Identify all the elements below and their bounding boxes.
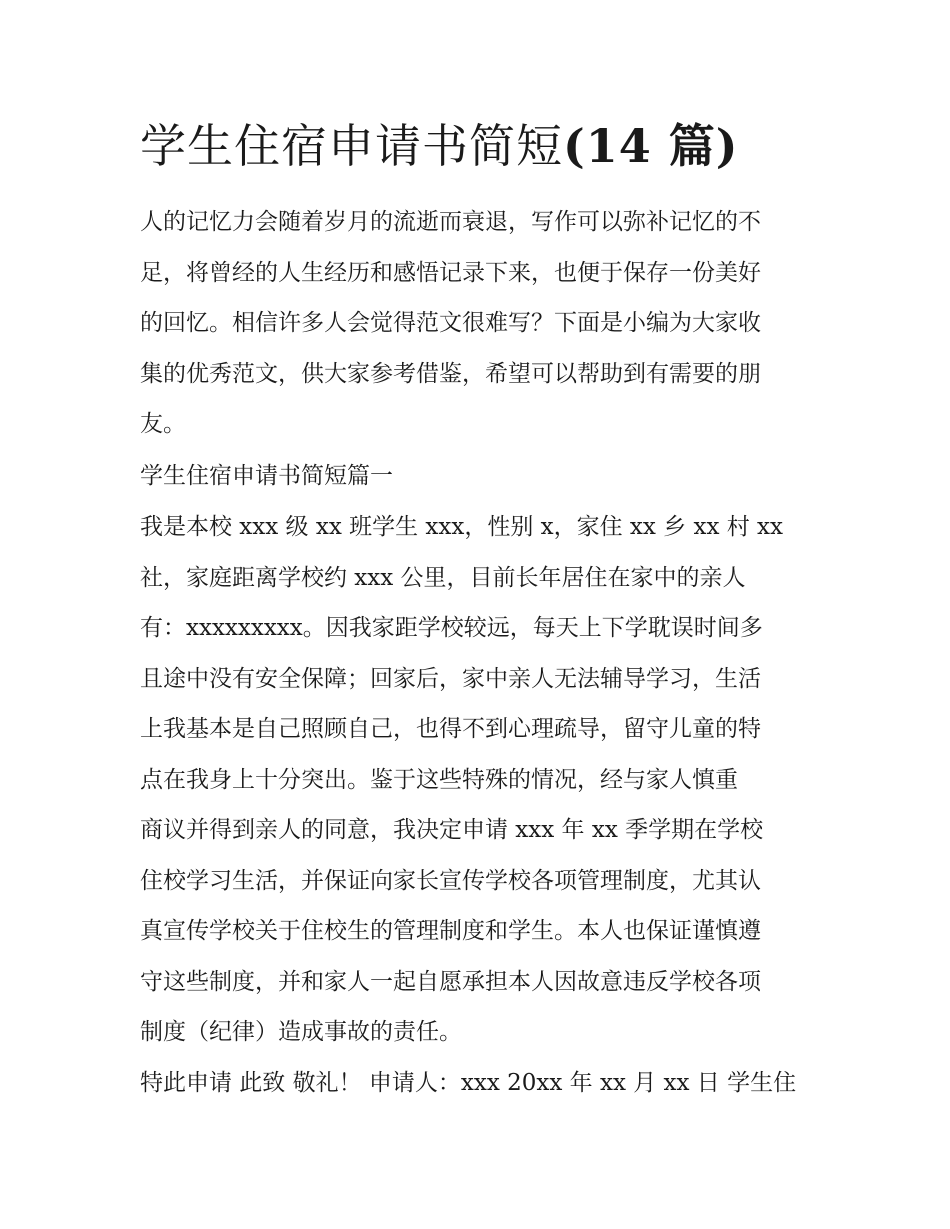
body-line: 上我基本是自己照顾自己，也得不到心理疏导，留守儿童的特 <box>140 716 761 742</box>
section-heading <box>140 451 812 502</box>
document-title-text: 学生住宿申请书简短 <box>140 119 563 173</box>
intro-paragraph <box>140 197 812 450</box>
body-line: 制度（纪律）造成事故的责任。 <box>140 1019 462 1045</box>
body-line: 守这些制度，并和家人一起自愿承担本人因故意违反学校各项 <box>140 968 761 995</box>
section-heading-text: 学生住宿申请书简短篇一 <box>140 463 393 489</box>
body-line: 我是本校 xxx 级 xx 班学生 xxx，性别 x，家住 xx 乡 xx 村 xx <box>140 514 783 540</box>
intro-line: 足，将曾经的人生经历和感悟记录下来，也便于保存一份美好 <box>140 259 761 286</box>
body-line: 点在我身上十分突出。鉴于这些特殊的情况，经与家人慎重 <box>140 766 738 793</box>
document-title <box>140 114 739 178</box>
intro-line: 友。 <box>140 411 186 437</box>
body-line: 真宣传学校关于住校生的管理制度和学生。本人也保证谨慎遵 <box>140 918 761 944</box>
intro-line: 集的优秀范文，供大家参考借鉴，希望可以帮助到有需要的朋 <box>140 360 761 387</box>
body-paragraph <box>140 502 812 1058</box>
closing-line: 特此申请 此致 敬礼！ 申请人：xxx 20xx 年 xx 月 xx 日 学生住 <box>140 1070 797 1096</box>
body-line: 住校学习生活，并保证向家长宣传学校各项管理制度，尤其认 <box>140 867 761 894</box>
body-line: 社，家庭距离学校约 xxx 公里，目前长年居住在家中的亲人 <box>140 564 746 591</box>
body-line: 商议并得到亲人的同意，我决定申请 xxx 年 xx 季学期在学校 <box>140 817 764 843</box>
intro-line: 人的记忆力会随着岁月的流逝而衰退，写作可以弥补记忆的不 <box>140 209 761 235</box>
document-title-count: (14 篇) <box>563 119 739 173</box>
intro-line: 的回忆。相信许多人会觉得范文很难写？下面是小编为大家收 <box>140 310 761 336</box>
closing-paragraph <box>140 1058 812 1109</box>
body-line: 且途中没有安全保障；回家后，家中亲人无法辅导学习，生活 <box>140 665 761 692</box>
body-line: 有：xxxxxxxxx。因我家距学校较远，每天上下学耽误时间多 <box>140 615 763 641</box>
